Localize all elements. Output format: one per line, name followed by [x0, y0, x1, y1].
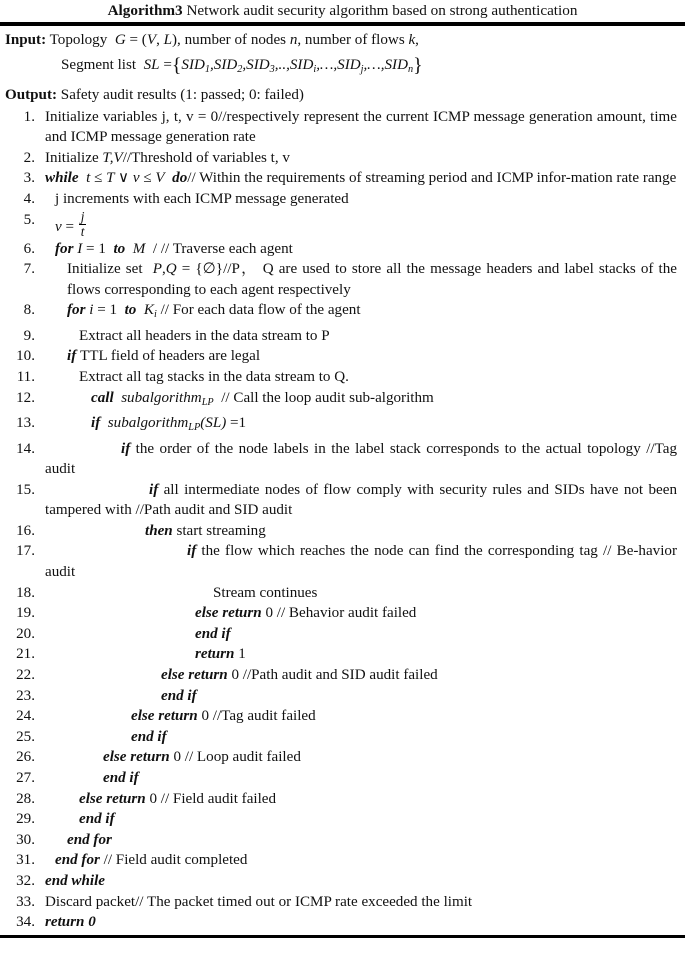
step-row	[5, 809, 677, 830]
step-number: 28.	[16, 790, 35, 807]
step-text: else return 0 // Loop audit failed	[103, 749, 301, 766]
step-text: Initialize variables j, t, v = 0//respectively represent the current ICMP message generation amount, time and ICMP message generation rate	[45, 108, 677, 146]
algorithm-title-text: Network audit security algorithm based on strong authentication	[186, 2, 578, 19]
step-text: Initialize T,V//Threshold of variables t, v	[45, 149, 290, 166]
step-text: else return 0 // Field audit failed	[79, 790, 277, 807]
step-text: Stream continues	[213, 584, 318, 601]
step-row	[5, 189, 677, 210]
step-text: Initialize set P,Q = {∅}//P， Q are used to store all the message headers and label stacks of the flows corresponding to each agent respectively	[67, 261, 677, 298]
step-text	[35, 912, 677, 933]
step-text: end if	[131, 728, 167, 745]
step-text: else return 0 // Behavior audit failed	[195, 605, 417, 622]
step-number: 34.	[16, 914, 35, 931]
step-row	[5, 210, 677, 239]
step-row	[5, 541, 677, 582]
step-text: end if	[161, 687, 197, 704]
step-row	[5, 239, 677, 260]
step-text: j increments with each ICMP message generated	[55, 191, 349, 208]
input-text: Topology G = (V, L), number of nodes n, number of flows k,	[49, 32, 419, 48]
step-row	[5, 768, 677, 789]
step-number: 26.	[16, 749, 35, 766]
step-row	[5, 686, 677, 707]
step-text: if all intermediate nodes of flow comply with security rules and SIDs have not been tampered with //Path audit and SID audit	[45, 481, 677, 519]
step-row	[5, 168, 677, 189]
step-number: 17.	[16, 543, 35, 560]
segment-list-variable: SL	[143, 56, 160, 73]
step-number: 33.	[16, 893, 35, 910]
segment-list-value: $SID_1,SID_2,SID_3,..,SID_i,\dots,SID_j,\dots,SID_n$	[181, 56, 414, 75]
step-text: for i = 1 to $K_i$ // For each data flow of the agent	[67, 302, 361, 321]
step-row	[5, 439, 677, 480]
step-row	[5, 789, 677, 810]
step-number: 7.	[23, 261, 35, 278]
step-row	[5, 521, 677, 542]
step-row	[5, 326, 677, 347]
fraction-j-over-t: $\frac{j}{t}$	[80, 208, 85, 240]
step-row	[5, 148, 677, 169]
step-number: 11.	[16, 368, 35, 385]
output-label: Output:	[5, 87, 58, 104]
step-number: 6.	[23, 240, 35, 257]
step-text: call subalgorithm$_{LP}$ // Call the loop audit sub-algorithm	[91, 389, 434, 408]
step-row	[5, 706, 677, 727]
step-number: 10.	[16, 348, 35, 365]
step-number: 20.	[16, 625, 35, 642]
step-text: Discard packet// The packet timed out or ICMP rate exceeded the limit	[45, 893, 473, 910]
segment-list-label: Segment list	[61, 56, 137, 73]
input-label: Input:	[5, 32, 47, 48]
step-text: end if	[103, 770, 139, 786]
step-row	[5, 346, 677, 367]
step-text: else return 0 //Tag audit failed	[131, 708, 316, 725]
step-text: Extract all headers in the data stream to P	[79, 327, 330, 344]
step-row	[5, 603, 677, 624]
step-number: 1.	[23, 108, 35, 125]
step-row	[5, 413, 677, 438]
step-text: else return 0 //Path audit and SID audit failed	[161, 667, 438, 684]
step-row	[5, 665, 677, 686]
step-number: 23.	[16, 687, 35, 704]
step-row	[5, 107, 677, 148]
step-number: 8.	[23, 302, 35, 319]
step-text: for I = 1 to M / // Traverse each agent	[55, 240, 293, 257]
step-number: 13.	[16, 415, 35, 432]
step-row	[5, 480, 677, 521]
step-number: 25.	[16, 728, 35, 745]
step-number: 9.	[23, 327, 35, 344]
step-number: 16.	[16, 522, 35, 539]
output-line	[5, 84, 677, 107]
algorithm-body	[0, 27, 685, 933]
step-text: Extract all tag stacks in the data stream to Q.	[79, 368, 349, 385]
title-rule-thin	[0, 25, 685, 26]
step-row	[5, 367, 677, 388]
step-row	[5, 830, 677, 851]
step-row	[5, 388, 677, 413]
step-number: 31.	[16, 852, 35, 869]
step-row	[5, 624, 677, 645]
step-number: 29.	[16, 811, 35, 828]
step-number: 24.	[16, 708, 35, 725]
step-number: 12.	[16, 389, 35, 406]
step-row	[5, 871, 677, 892]
algorithm-title-label: Algorithm3	[107, 2, 183, 19]
step-number: 2.	[23, 149, 35, 166]
step-row	[5, 747, 677, 768]
step-row	[5, 300, 677, 325]
step-number: 19.	[16, 605, 35, 622]
segment-list-line: Segment list SL $=\{SID_1,SID_2,SID_3,..,SID_i,\dots,SID_j,\dots,SID_n\}$	[61, 54, 423, 77]
step-text: end for	[67, 831, 112, 848]
step-row	[5, 892, 677, 913]
step-formula: v = $\frac{j}{t}$	[55, 208, 85, 240]
step-number: 5.	[23, 211, 35, 228]
step-text: while t ≤ T ∨ v ≤ V do// Within the requirements of streaming period and ICMP infor-mation rate range	[45, 170, 677, 187]
step-number: 18.	[16, 584, 35, 601]
step-text: return 1	[195, 646, 246, 663]
step-number: 15.	[16, 481, 35, 498]
step-text: if subalgorithm$_{LP}$(SL) =1	[91, 415, 247, 433]
step-number: 14.	[16, 440, 35, 457]
step-text: if the flow which reaches the node can find the corresponding tag // Be-havior audit	[45, 543, 677, 581]
step-row	[5, 644, 677, 665]
step-text: end for // Field audit completed	[55, 852, 248, 869]
step-row	[5, 727, 677, 748]
step-row	[5, 850, 677, 871]
step-number: 22.	[16, 667, 35, 684]
final-return: return 0	[45, 914, 96, 931]
step-row	[5, 583, 677, 604]
step-row	[5, 259, 677, 300]
step-text: if the order of the node labels in the label stack corresponds to the actual topology //Tag audit	[45, 440, 677, 478]
step-number: 3.	[23, 170, 35, 187]
step-number: 32.	[16, 872, 35, 889]
step-text: end if	[195, 625, 231, 642]
bottom-rule	[0, 935, 685, 938]
step-number: 21.	[16, 646, 35, 663]
step-text: end while	[45, 872, 105, 889]
step-text: then start streaming	[145, 522, 266, 539]
output-text: Safety audit results (1: passed; 0: failed)	[60, 87, 304, 104]
step-number: 27.	[16, 770, 35, 786]
step-number: 4.	[23, 191, 35, 208]
step-row	[5, 912, 677, 933]
input-line	[5, 29, 677, 52]
algorithm-title	[0, 0, 685, 22]
step-number: 30.	[16, 831, 35, 848]
step-text: if TTL field of headers are legal	[67, 348, 261, 365]
step-text: end if	[79, 811, 115, 828]
